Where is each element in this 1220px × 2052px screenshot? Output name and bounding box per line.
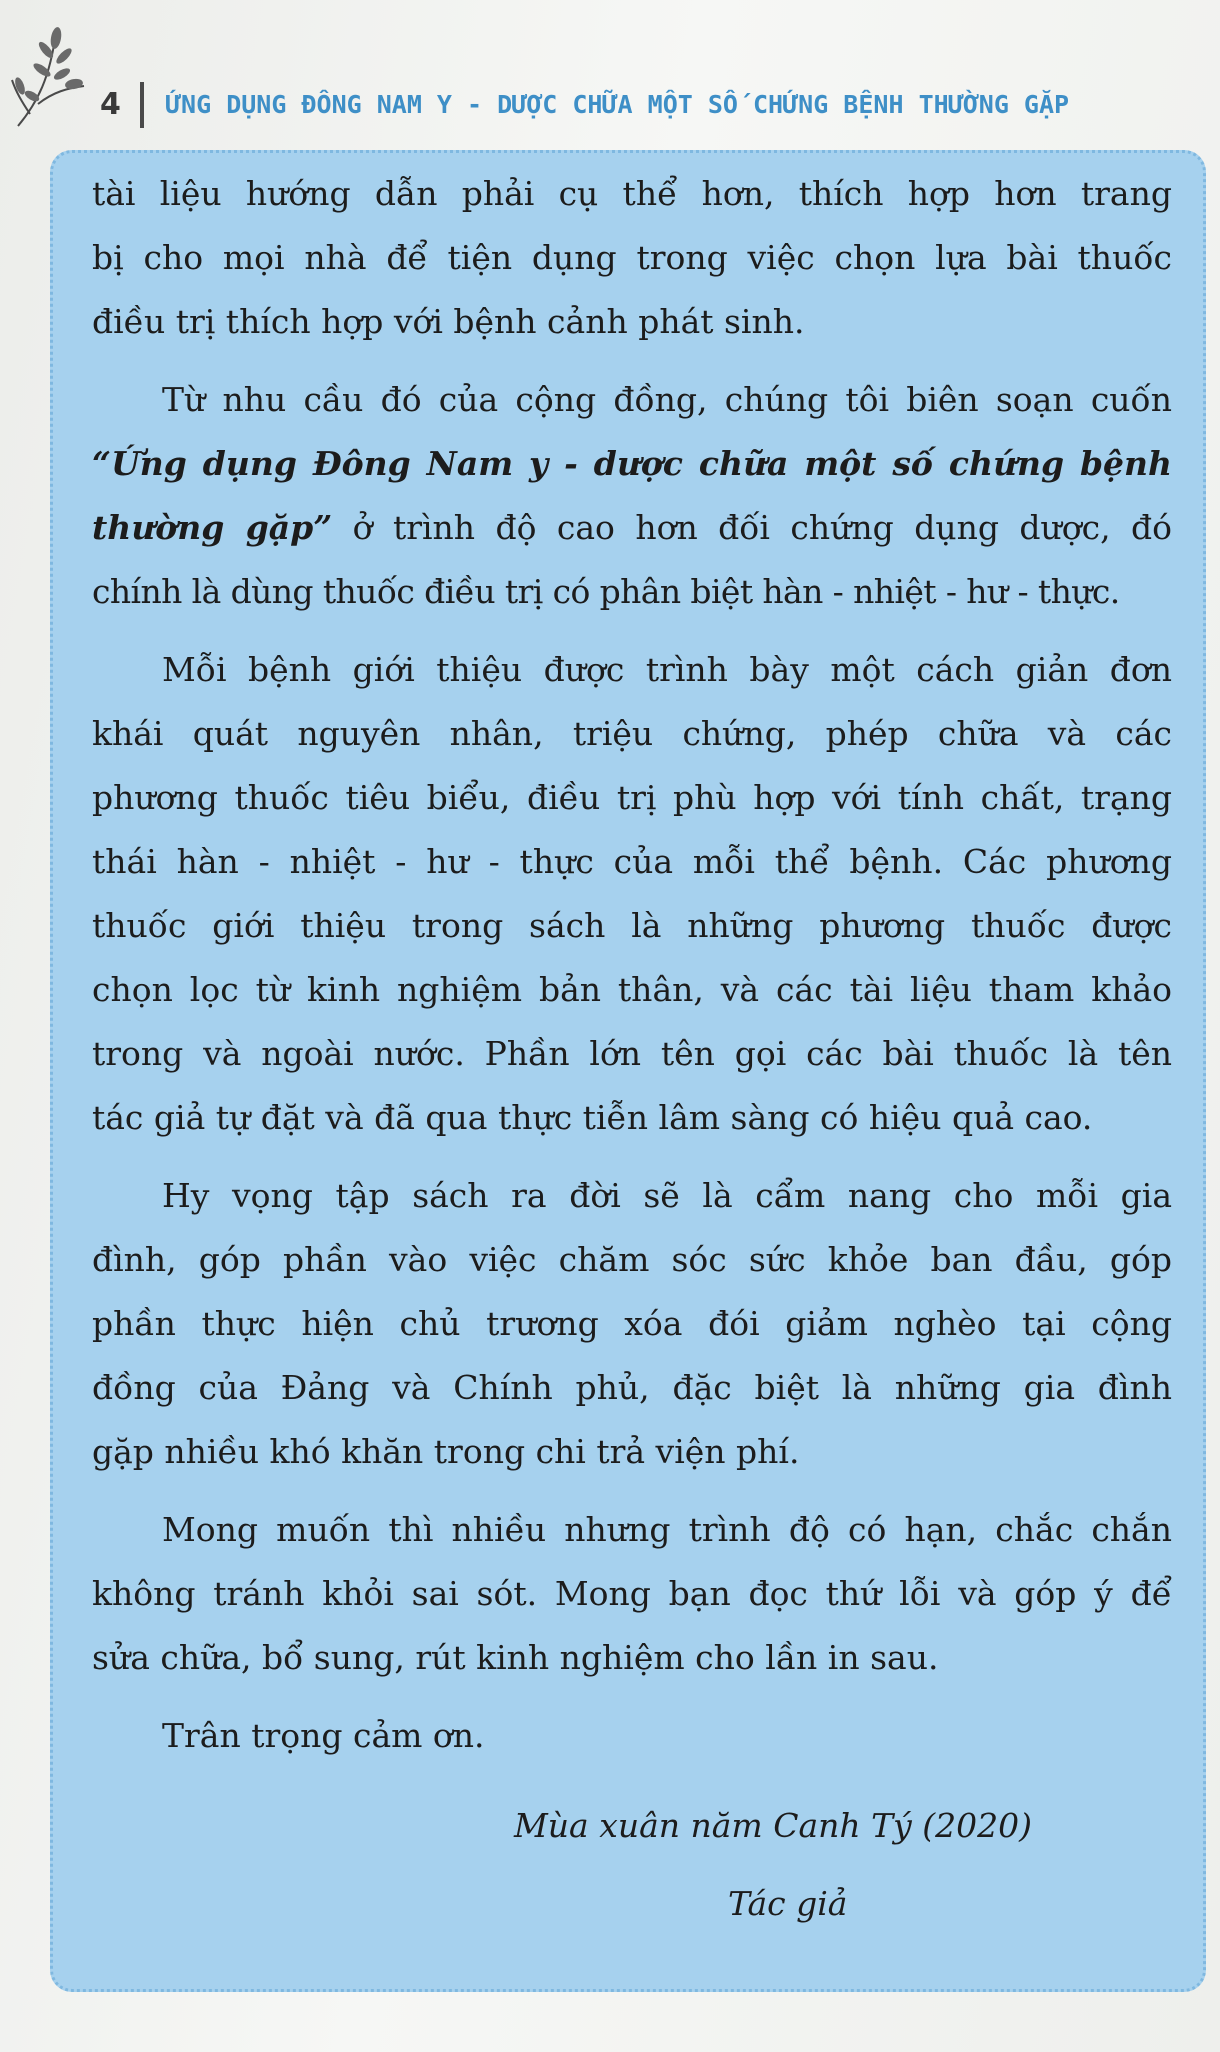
text-line: đình, góp phần vào việc chăm sóc sức khỏe ban đầu, góp — [92, 1240, 1172, 1279]
date-line: Mùa xuân năm Canh Tý (2020) — [514, 1806, 1032, 1845]
text-line: phương thuốc tiêu biểu, điều trị phù hợp với tính chất, trạng — [92, 778, 1172, 817]
text-line: tác giả tự đặt và đã qua thực tiễn lâm sàng có hiệu quả cao. — [92, 1098, 1093, 1137]
thanks-line: Trân trọng cảm ơn. — [162, 1716, 485, 1755]
text-line: sửa chữa, bổ sung, rút kinh nghiệm cho lần in sau. — [92, 1638, 939, 1677]
text-line: không tránh khỏi sai sót. Mong bạn đọc thứ lỗi và góp ý để — [92, 1574, 1172, 1613]
running-title: ỨNG DỤNG ĐÔNG NAM Y - DƯỢC CHỮA MỘT SỐ CHỨNG BỆNH THƯỜNG GẶP — [166, 90, 1070, 119]
text-line: Mong muốn thì nhiều nhưng trình độ có hạn, chắc chắn — [162, 1510, 1172, 1549]
text-line: phần thực hiện chủ trương xóa đói giảm nghèo tại cộng — [92, 1304, 1172, 1343]
paragraph-5 — [92, 1498, 1172, 1690]
book-title-line: “Ứng dụng Đông Nam y - dược chữa một số chứng bệnh — [92, 444, 1172, 483]
text-line: trong và ngoài nước. Phần lớn tên gọi các bài thuốc là tên — [92, 1034, 1172, 1073]
text-line: chính là dùng thuốc điều trị có phân biệt hàn - nhiệt - hư - thực. — [92, 572, 1120, 611]
text-line: thuốc giới thiệu trong sách là những phương thuốc được — [92, 906, 1172, 945]
text-line: chọn lọc từ kinh nghiệm bản thân, và các tài liệu tham khảo — [92, 970, 1172, 1009]
paragraph-4 — [92, 1164, 1172, 1484]
text-line: gặp nhiều khó khăn trong chi trả viện phí. — [92, 1432, 800, 1471]
text-line: thái hàn - nhiệt - hư - thực của mỗi thể bệnh. Các phương — [92, 842, 1172, 881]
thanks-paragraph — [92, 1704, 1172, 1768]
book-title-end: thường gặp” — [92, 508, 333, 547]
text-line: điều trị thích hợp với bệnh cảnh phát sinh. — [92, 302, 805, 341]
text-line: đồng của Đảng và Chính phủ, đặc biệt là những gia đình — [92, 1368, 1172, 1407]
paragraph-2 — [92, 368, 1172, 624]
text-line: Mỗi bệnh giới thiệu được trình bày một cách giản đơn — [162, 650, 1172, 689]
herb-sprig-icon — [8, 22, 90, 132]
text-line — [92, 496, 1172, 560]
page-number: 4 — [100, 87, 121, 122]
text-line: Từ nhu cầu đó của cộng đồng, chúng tôi biên soạn cuốn — [162, 380, 1172, 419]
header-divider — [140, 82, 144, 128]
text-line: bị cho mọi nhà để tiện dụng trong việc chọn lựa bài thuốc — [92, 238, 1172, 277]
paragraph-3 — [92, 638, 1172, 1150]
paragraph-1 — [92, 162, 1172, 354]
author-line: Tác giả — [728, 1884, 848, 1923]
text-line: khái quát nguyên nhân, triệu chứng, phép chữa và các — [92, 714, 1172, 753]
text-line: tài liệu hướng dẫn phải cụ thể hơn, thích hợp hơn trang — [92, 174, 1172, 213]
text-line: Hy vọng tập sách ra đời sẽ là cẩm nang cho mỗi gia — [162, 1176, 1172, 1215]
text-run: ở trình độ cao hơn đối chứng dụng dược, đó — [332, 508, 1172, 547]
body-text — [92, 162, 1172, 1768]
